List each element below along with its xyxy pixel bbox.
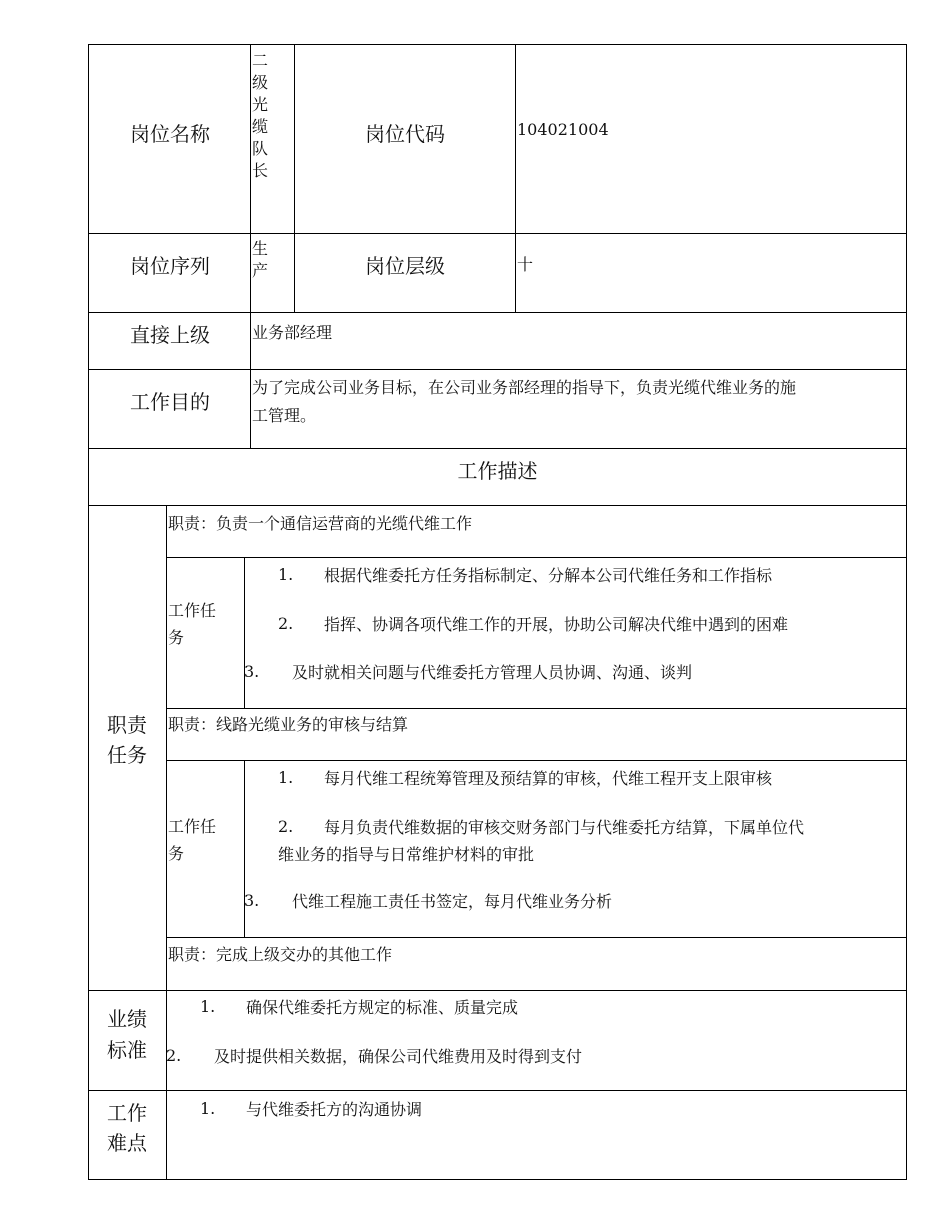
post-name-label: 岗位名称	[130, 122, 210, 146]
post-code-label: 岗位代码	[365, 122, 445, 146]
task-text: 指挥、协调各项代维工作的开展，协助公司解决代维中遇到的困难	[324, 615, 789, 634]
performance-label: 业绩	[107, 1007, 147, 1031]
difficulty-label: 工作	[107, 1101, 147, 1125]
task-number: 1.	[278, 565, 294, 584]
task-number: 3.	[244, 662, 260, 681]
post-name-value: 二级光缆队长	[252, 51, 269, 180]
duty-title: 职责：负责一个通信运营商的光缆代维工作	[168, 514, 473, 533]
task-label: 工作任	[168, 601, 217, 620]
row-divider	[88, 448, 907, 449]
performance-label: 标准	[107, 1038, 147, 1062]
row-divider	[166, 937, 907, 938]
performance-number: 2.	[166, 1046, 182, 1065]
sequence-value: 生产	[252, 239, 269, 280]
row-divider	[166, 708, 907, 709]
row-divider	[88, 1090, 907, 1091]
task-number: 2.	[278, 817, 294, 836]
difficulty-label: 难点	[107, 1131, 147, 1155]
description-header: 工作描述	[457, 459, 538, 483]
task-text: 每月代维工程统筹管理及预结算的审核，代维工程开支上限审核	[324, 769, 773, 788]
col-divider	[250, 44, 251, 448]
superior-label: 直接上级	[130, 323, 210, 347]
row-divider	[88, 990, 907, 991]
task-text: 代维工程施工责任书签定，每月代维业务分析	[292, 892, 613, 911]
task-text: 及时就相关问题与代维委托方管理人员协调、沟通、谈判	[292, 663, 693, 682]
task-text: 每月负责代维数据的审核交财务部门与代维委托方结算，下属单位代	[324, 818, 805, 837]
difficulty-number: 1.	[200, 1099, 216, 1118]
difficulty-text: 与代维委托方的沟通协调	[246, 1100, 423, 1119]
task-label: 务	[168, 844, 185, 863]
performance-text: 及时提供相关数据，确保公司代维费用及时得到支付	[214, 1047, 583, 1066]
row-divider	[88, 312, 907, 313]
task-label: 务	[168, 628, 185, 647]
duty-title: 职责：完成上级交办的其他工作	[168, 945, 393, 964]
task-label: 工作任	[168, 817, 217, 836]
purpose-line: 为了完成公司业务目标，在公司业务部经理的指导下，负责光缆代维业务的施	[252, 378, 797, 397]
col-divider	[244, 760, 245, 937]
col-divider	[166, 505, 167, 1180]
row-divider	[166, 557, 907, 558]
duties-label: 职责	[107, 713, 147, 737]
task-number: 1.	[278, 768, 294, 787]
task-number: 3.	[244, 891, 260, 910]
superior-value: 业务部经理	[252, 323, 333, 342]
row-divider	[88, 369, 907, 370]
task-text: 根据代维委托方任务指标制定、分解本公司代维任务和工作指标	[324, 566, 773, 585]
level-value: 十	[517, 255, 534, 274]
purpose-line: 工管理。	[252, 406, 317, 425]
col-divider	[244, 557, 245, 708]
duty-title: 职责：线路光缆业务的审核与结算	[168, 715, 409, 734]
post-code-value: 104021004	[517, 120, 609, 139]
level-label: 岗位层级	[365, 254, 445, 278]
row-divider	[88, 505, 907, 506]
purpose-label: 工作目的	[130, 390, 210, 414]
sequence-label: 岗位序列	[130, 254, 210, 278]
duties-label: 任务	[107, 743, 147, 767]
task-text: 维业务的指导与日常维护材料的审批	[278, 845, 535, 864]
performance-text: 确保代维委托方规定的标准、质量完成	[246, 998, 519, 1017]
row-divider	[88, 233, 907, 234]
task-number: 2.	[278, 614, 294, 633]
col-divider	[515, 44, 516, 312]
performance-number: 1.	[200, 997, 216, 1016]
row-divider	[166, 760, 907, 761]
